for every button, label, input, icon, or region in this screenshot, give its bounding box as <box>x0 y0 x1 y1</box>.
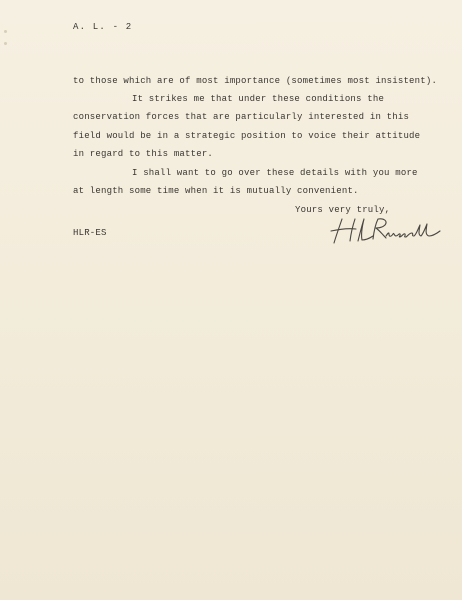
page-header: A. L. - 2 <box>73 22 133 32</box>
body-line: at length some time when it is mutually convenient. <box>73 186 359 196</box>
punch-hole <box>4 30 7 33</box>
punch-hole <box>4 42 7 45</box>
closing-salutation: Yours very truly, <box>295 205 391 215</box>
reference-initials: HLR-ES <box>73 228 107 238</box>
body-line: field would be in a strategic position to voice their attitude <box>73 131 421 141</box>
punch-holes <box>2 30 8 50</box>
body-line: conservation forces that are particularly interested in this <box>73 112 410 122</box>
body-line: It strikes me that under these conditions the <box>132 94 385 104</box>
body-line: to those which are of most importance (sometimes most insistent). <box>73 76 438 86</box>
body-line: in regard to this matter. <box>73 149 214 159</box>
body-line: I shall want to go over these details with you more <box>132 168 418 178</box>
handwritten-signature <box>328 213 450 249</box>
